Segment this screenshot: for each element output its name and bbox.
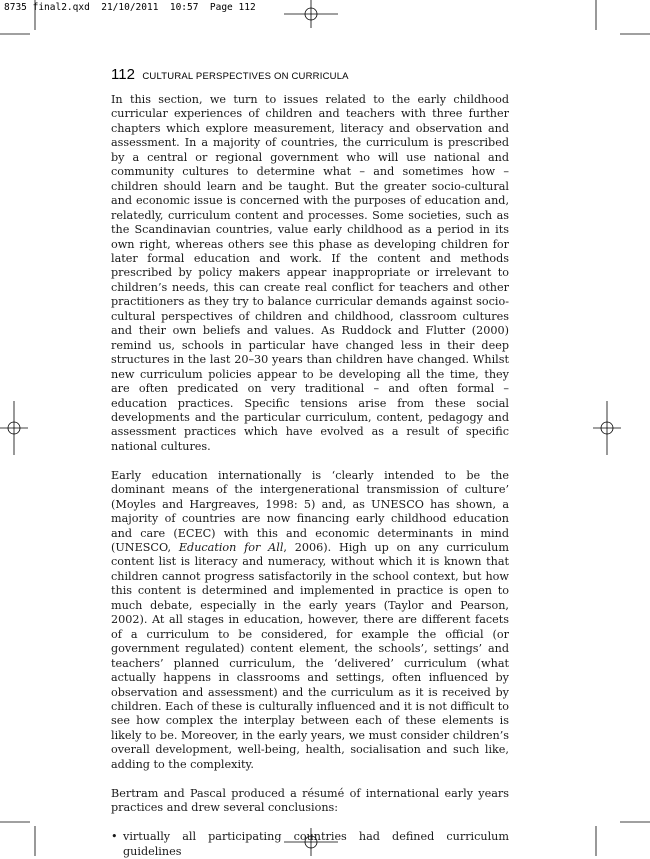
list-item-text: virtually all participating countries had defined curriculum guidelines bbox=[123, 830, 509, 858]
paragraph: Bertram and Pascal produced a résumé of international early years practices and drew several conclusions: bbox=[111, 786, 509, 815]
page-header bbox=[111, 66, 511, 84]
bullet-marker: • bbox=[111, 830, 118, 844]
page-number: 112 bbox=[111, 66, 135, 83]
list-item bbox=[111, 830, 509, 859]
paragraph: In this section, we turn to issues related to the early childhood curricular experiences of children and teachers with three further chapters which explore measurement, literacy and observation and assessment. In a majority of countries, the curriculum is prescribed by a central or regional government who will use national and community cultures to determine what – and sometimes how – children should learn and be taught. But the greater socio-cultural and economic issue is concerned with the purposes of education and, relatedly, curriculum content and processes. Some societies, such as the Scandinavian countries, value early childhood as a period in its own right, whereas others see this phase as developing children for later formal education and work. If the content and methods prescribed by policy makers appear inappropriate or irrelevant to children’s needs, this can create real conflict for teachers and other practitioners as they try to balance curricular demands against socio-cultural perspectives of children and childhood, classroom cultures and their own beliefs and values. As Ruddock and Flutter (2000) remind us, schools in particular have changed less in their deep structures in the last 20–30 years than children have changed. Whilst new curriculum policies appear to be developing all the time, they are often predicated on very traditional – and often formal – education practices. Specific tensions arise from these social developments and the particular curriculum, content, pedagogy and assessment practices which have evolved as a result of specific national cultures. bbox=[111, 93, 509, 453]
paragraph bbox=[111, 469, 509, 773]
italic-title: Education for All bbox=[178, 541, 284, 555]
text-run: , 2006). High up on any curriculum content list is literacy and numeracy, without which it is known that children cannot progress satisfactorily in the school context, but how this content is determined and implemented in practice is open to much debate, especially in the early years (Taylor and Pearson, 2002). At all stages in education, however, there are different facets of a curriculum to be considered, for example the official (or government regulated) content element, the schools’, settings’ and teachers’ planned curriculum, the ‘delivered’ curriculum (what actually happens in classrooms and settings, often influenced by observation and assessment) and the curriculum as it is received by children. Each of these is culturally influenced and it is not difficult to see how complex the interplay between each of these elements is likely to be. Moreover, in the early years, we must consider children’s overall development, well-being, health, socialisation and such like, adding to the complexity. bbox=[111, 541, 509, 771]
print-slug: 8735 final2.qxd 21/10/2011 10:57 Page 112 bbox=[4, 2, 256, 13]
running-head: CULTURAL PERSPECTIVES ON CURRICULA bbox=[142, 71, 349, 82]
text-run: Early education internationally is ‘clearly intended to be the dominant means of the intergenerational transmission of culture’ (Moyles and Hargreaves, 1998: 5) and, as UNESCO has shown, a majority of countries are now financing early childhood education and care (ECEC) with this and economic determinants in mind (UNESCO, bbox=[111, 468, 509, 555]
body-text bbox=[111, 93, 509, 859]
